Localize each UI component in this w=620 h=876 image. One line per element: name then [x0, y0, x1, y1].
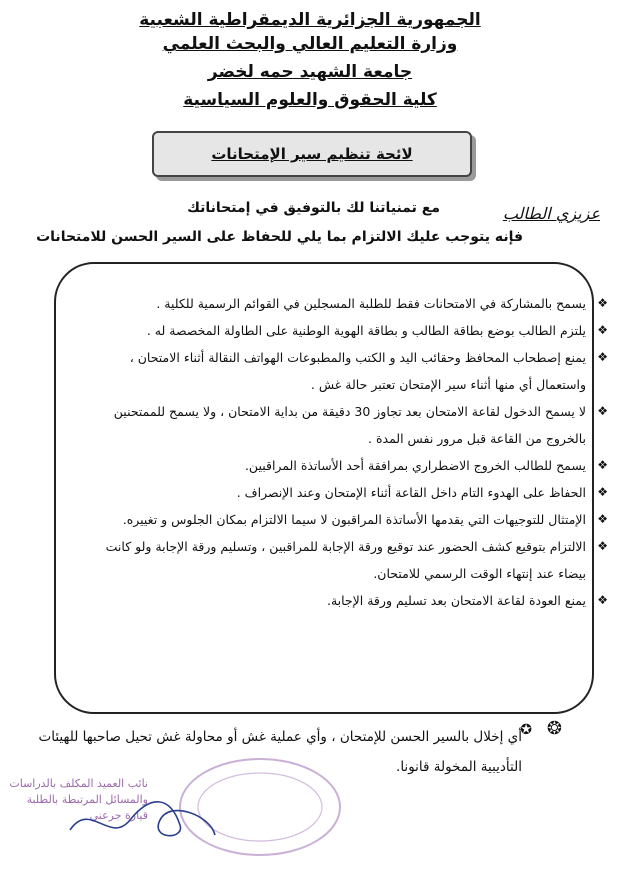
diamond-bullet-icon: ❖ — [597, 485, 608, 499]
greeting-line-2: فإنه يتوجب عليك الالتزام بما يلي للحفاظ على السير الحسن للامتحانات — [36, 229, 523, 245]
rule-item: ❖ يسمح للطالب الخروج الاضطراري بمرافقة أحد الأساتذة المراقبين. — [90, 452, 586, 479]
diamond-bullet-icon: ❖ — [597, 296, 608, 310]
header-republic: الجمهورية الجزائرية الديمقراطية الشعبية — [139, 10, 481, 30]
gear-ornament-icon: ✪ — [520, 722, 532, 738]
rule-item: ❖ يسمح بالمشاركة في الامتحانات فقط للطلبة المسجلين في القوائم الرسمية للكلية . — [90, 290, 586, 317]
diamond-bullet-icon: ❖ — [597, 323, 608, 337]
greeting-name: عزيزي الطالب — [502, 204, 600, 223]
diamond-bullet-icon: ❖ — [597, 593, 608, 607]
closing-note: أي إخلال بالسير الحسن للإمتحان ، وأي عملية غش أو محاولة غش تحيل صاحبها للهيئات التأديبية المخولة قانونا. — [38, 729, 522, 775]
stamp-text: نائب العميد المكلف بالدراسات والمسائل المرتبطة بالطلبة قيارة جرعني — [9, 777, 148, 822]
rule-item: ❖ لا يسمح الدخول لقاعة الامتحان بعد تجاوز 30 دقيقة من بداية الامتحان ، ولا يسمح للممتحنين بالخروج من القاعة قبل مرور نفس المدة . — [90, 398, 586, 452]
document-title: لائحة تنظيم سير الإمتحانات — [211, 145, 413, 163]
rule-item: ❖ الالتزام بتوقيع كشف الحضور عند توقيع ورقة الإجابة للمراقبين ، وتسليم ورقة الإجابة ولو كانت بيضاء عند إنتهاء الوقت الرسمي للامتحان. — [90, 533, 586, 587]
rule-item: ❖ يمنع إصطحاب المحافظ وحقائب اليد و الكتب والمطبوعات الهواتف النقالة أثناء الامتحان ، واستعمال أي منها أثناء سير الإمتحان تعتبر حالة غش . — [90, 344, 586, 398]
rule-item: ❖ يمنع العودة لقاعة الامتحان بعد تسليم ورقة الإجابة. — [90, 587, 586, 614]
greeting-line-1: مع تمنياتنا لك بالتوفيق في إمتحاناتك — [187, 200, 440, 216]
rule-item: ❖ يلتزم الطالب بوضع بطاقة الطالب و بطاقة الهوية الوطنية على الطاولة المخصصة له . — [90, 317, 586, 344]
header-ministry: وزارة التعليم العالي والبحث العلمي — [162, 34, 458, 54]
diamond-bullet-icon: ❖ — [597, 539, 608, 553]
document-title-box — [152, 131, 472, 177]
rule-item: ❖ الإمتثال للتوجيهات التي يقدمها الأساتذة المراقبون لا سيما الالتزام بمكان الجلوس و تغييره. — [90, 506, 586, 533]
diamond-bullet-icon: ❖ — [597, 458, 608, 472]
diamond-bullet-icon: ❖ — [597, 512, 608, 526]
diamond-bullet-icon: ❖ — [597, 404, 608, 418]
diamond-bullet-icon: ❖ — [597, 350, 608, 364]
header-faculty: كلية الحقوق والعلوم السياسية — [183, 90, 437, 110]
signature — [60, 790, 220, 850]
rule-item: ❖ الحفاظ على الهدوء التام داخل القاعة أثناء الإمتحان وعند الإنصراف . — [90, 479, 586, 506]
sun-ornament-icon: ❂ — [546, 718, 562, 739]
rules-list — [90, 290, 608, 614]
header-university: جامعة الشهيد حمه لخضر — [207, 62, 413, 82]
